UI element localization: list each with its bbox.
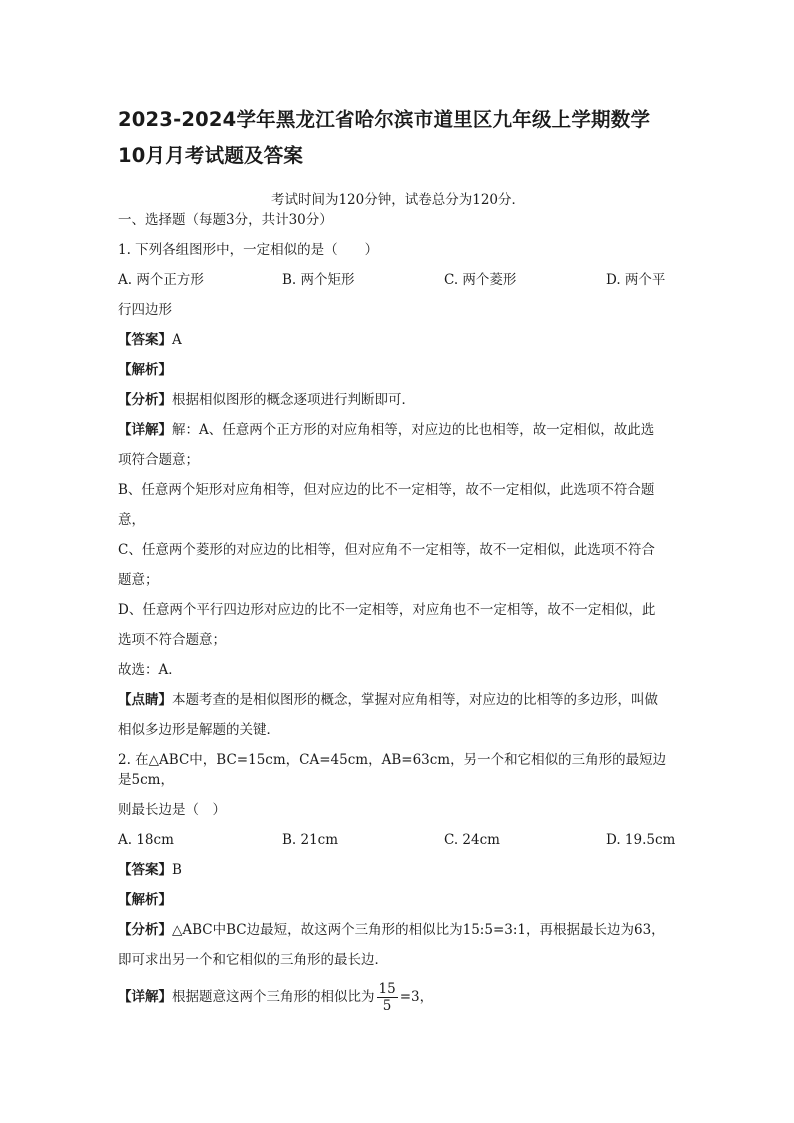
choose-line: 故选：A． xyxy=(118,662,182,678)
point-text: 相似多边形是解题的关键． xyxy=(118,722,280,738)
detail-text: =3， xyxy=(399,989,434,1005)
answer-value: A xyxy=(172,332,182,348)
fenxi-text: △ABC中BC边最短，故这两个三角形的相似比为15:5=3:1，再根据最长边为63， xyxy=(172,922,665,938)
option-b: B. 两个矩形 xyxy=(282,272,355,288)
question-1-options xyxy=(118,270,678,290)
detail-text: B、任意两个矩形对应角相等，但对应边的比不一定相等，故不一定相似，此选项不符合题 xyxy=(118,482,655,498)
analysis-tag: 【解析】 xyxy=(118,362,172,378)
answer-tag: 【答案】 xyxy=(118,862,172,878)
detail-text: 选项不符合题意； xyxy=(118,632,226,648)
fenxi-line xyxy=(118,390,678,410)
option-d: D. 两个平 xyxy=(606,272,666,288)
exam-info: 考试时间为120分钟，试卷总分为120分． xyxy=(270,192,526,208)
fraction xyxy=(377,981,398,1014)
option-a: A. 18cm xyxy=(118,832,174,848)
fenxi-text: 即可求出另一个和它相似的三角形的最长边． xyxy=(118,952,388,968)
detail-line xyxy=(118,420,678,440)
fenxi-text: 根据相似图形的概念逐项进行判断即可． xyxy=(172,392,415,408)
option-c: C. 24cm xyxy=(444,832,500,848)
answer-line xyxy=(118,860,678,880)
detail-text: 项符合题意； xyxy=(118,452,199,468)
question-2-stem: 则最长边是（ ） xyxy=(118,802,226,818)
option-b: B. 21cm xyxy=(282,832,339,848)
detail-text: 题意； xyxy=(118,572,159,588)
document-title-line-2: 10月月考试题及答案 xyxy=(118,144,304,167)
detail-text: 意， xyxy=(118,512,145,528)
question-2-options xyxy=(118,830,678,850)
detail-text: C、任意两个菱形的对应边的比相等，但对应角不一定相等，故不一定相似，此选项不符合 xyxy=(118,542,655,558)
fenxi-line xyxy=(118,920,678,940)
analysis-heading xyxy=(118,360,678,380)
point-tag: 【点睛】 xyxy=(118,692,172,708)
analysis-tag: 【解析】 xyxy=(118,892,172,908)
point-text: 本题考查的是相似图形的概念，掌握对应角相等，对应边的比相等的多边形，叫做 xyxy=(172,692,658,708)
fraction-numerator: 15 xyxy=(378,981,396,997)
option-c: C. 两个菱形 xyxy=(444,272,517,288)
detail-text: D、任意两个平行四边形对应边的比不一定相等，对应角也不一定相等，故不一定相似，此 xyxy=(118,602,656,618)
question-2-stem: 2. 在△ABC中，BC=15cm，CA=45cm，AB=63cm，另一个和它相似的三角形的最短边是5cm， xyxy=(118,752,667,788)
document-content xyxy=(118,102,678,1014)
fenxi-tag: 【分析】 xyxy=(118,392,172,408)
analysis-heading xyxy=(118,890,678,910)
option-d-wrap: 行四边形 xyxy=(118,302,172,318)
answer-tag: 【答案】 xyxy=(118,332,172,348)
section-heading: 一、选择题（每题3分，共计30分） xyxy=(118,212,333,228)
detail-tag: 【详解】 xyxy=(118,989,172,1005)
fenxi-tag: 【分析】 xyxy=(118,922,172,938)
detail-text: 解：A、任意两个正方形的对应角相等，对应边的比也相等，故一定相似，故此选 xyxy=(172,422,655,438)
detail-text: 根据题意这两个三角形的相似比为 xyxy=(172,989,375,1005)
question-1-stem: 1. 下列各组图形中，一定相似的是（ ） xyxy=(118,242,379,258)
fraction-denominator: 5 xyxy=(382,998,392,1014)
detail-line xyxy=(118,981,678,1014)
answer-line xyxy=(118,330,678,350)
document-title-line-1: 2023-2024学年黑龙江省哈尔滨市道里区九年级上学期数学 xyxy=(118,108,651,131)
answer-value: B xyxy=(172,862,182,878)
detail-tag: 【详解】 xyxy=(118,422,172,438)
point-line xyxy=(118,690,678,710)
option-a: A. 两个正方形 xyxy=(118,272,204,288)
option-d: D. 19.5cm xyxy=(606,832,676,848)
